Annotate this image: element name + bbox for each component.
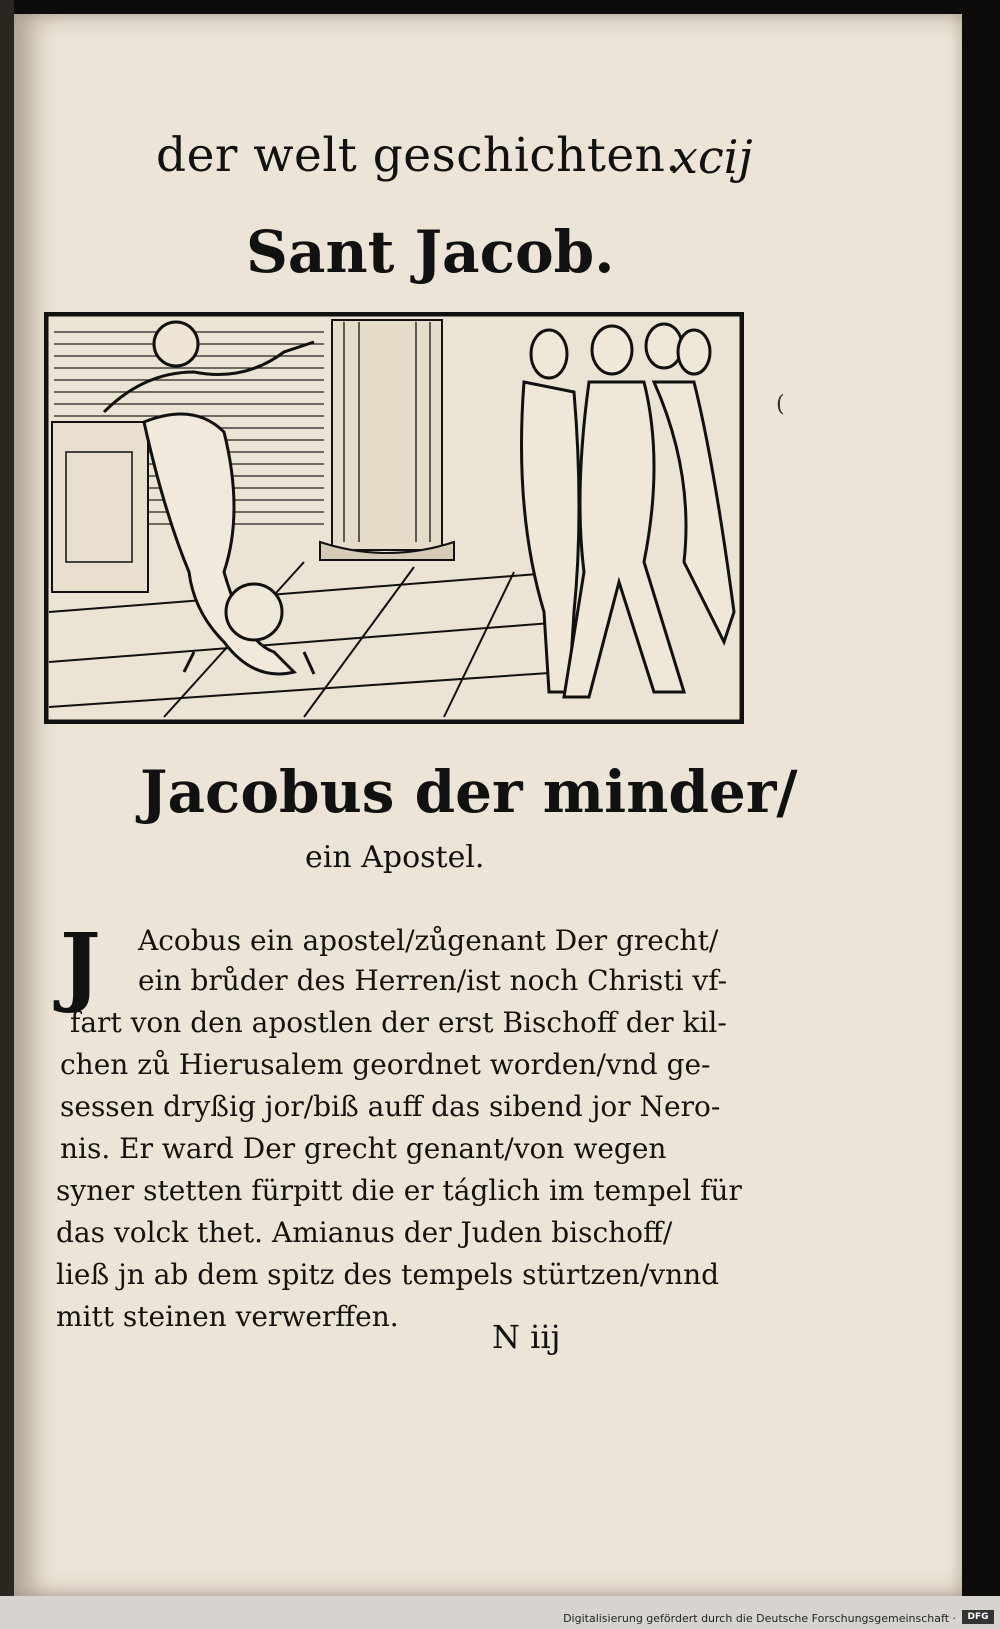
woodcut-illustration: [44, 312, 744, 724]
page-title: Sant Jacob.: [246, 218, 615, 286]
right-border: [962, 0, 1000, 1600]
signature-mark: N iij: [492, 1318, 561, 1356]
body-line: das volck thet. Amianus der Juden bischoff/: [56, 1216, 673, 1249]
dfg-logo: DFG: [962, 1610, 994, 1624]
folio-number: xcij: [672, 130, 753, 184]
body-line: nis. Er ward Der grecht genant/von wegen: [60, 1132, 667, 1165]
body-line: syner stetten fürpitt die er táglich im tempel für: [56, 1174, 742, 1207]
funding-notice: Digitalisierung gefördert durch die Deutsche Forschungsgemeinschaft ·: [563, 1612, 956, 1625]
body-line: Acobus ein apostel/zůgenant Der grecht/: [138, 924, 719, 957]
section-subheading: ein Apostel.: [305, 840, 485, 875]
book-spine: [0, 0, 14, 1600]
section-heading: Jacobus der minder/: [140, 758, 798, 826]
top-border: [0, 0, 1000, 14]
body-line: sessen dryßig jor/biß auff das sibend jor Nero-: [60, 1090, 721, 1123]
margin-mark: (: [776, 392, 785, 417]
body-line: fart von den apostlen der erst Bischoff der kil-: [70, 1006, 727, 1039]
drop-initial: J: [60, 915, 101, 1016]
running-head: der welt geschichten.: [156, 128, 681, 183]
body-line: chen zů Hierusalem geordnet worden/vnd ge-: [60, 1048, 711, 1081]
body-line: ein brůder des Herren/ist noch Christi vf-: [138, 964, 728, 997]
body-line: mitt steinen verwerffen.: [56, 1300, 399, 1333]
body-line: ließ jn ab dem spitz des tempels stürtzen/vnnd: [56, 1258, 720, 1291]
